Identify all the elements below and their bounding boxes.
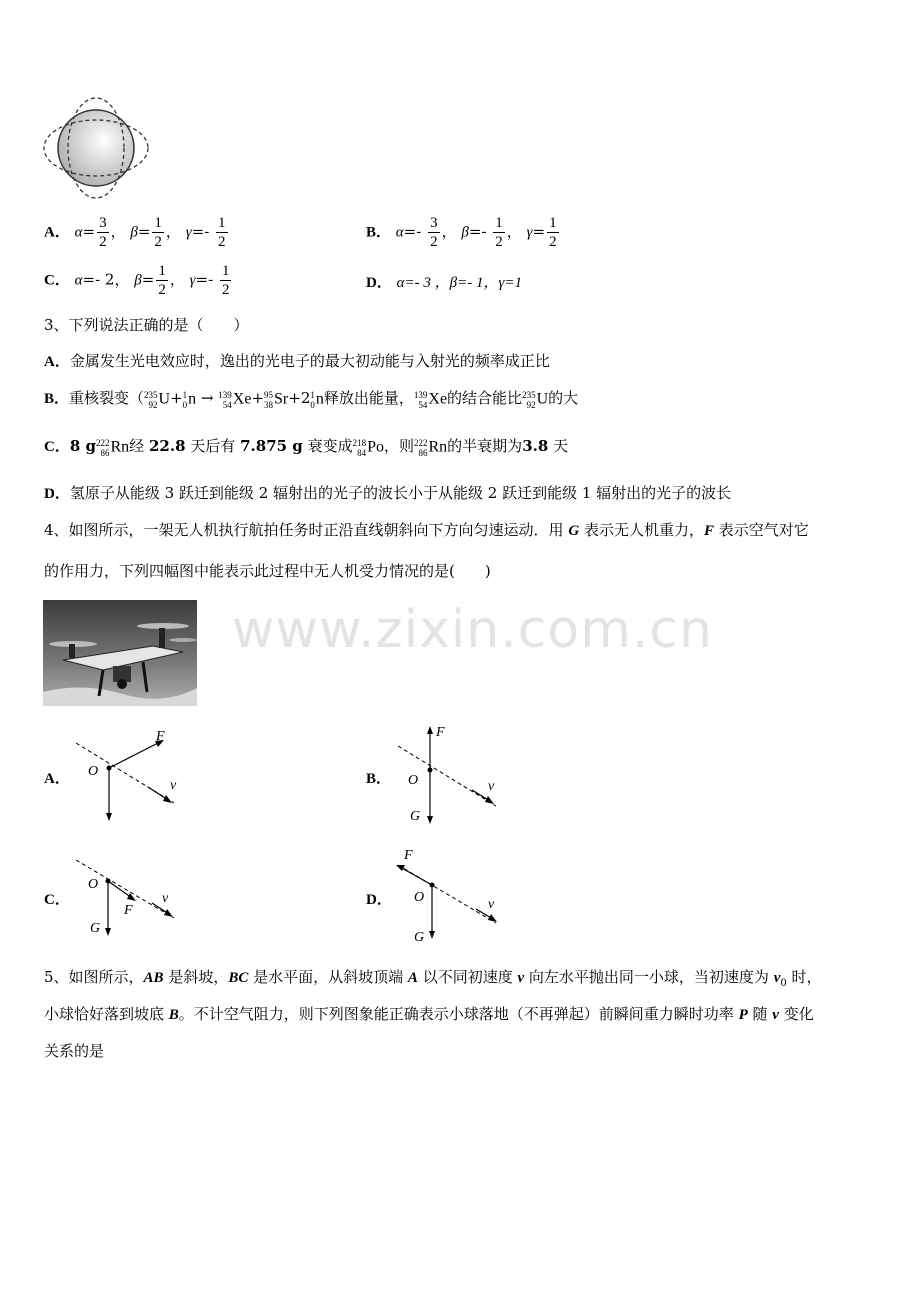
q4-diagram-d xyxy=(390,843,510,947)
q4-option-c-label: C． xyxy=(44,892,70,908)
q4-diagram-c xyxy=(68,850,188,946)
q5-stem-line1: 5、如图所示，AB 是斜坡，BC 是水平面，从斜坡顶端 A 以不同初速度 v 向左水平抛出同一小球，当初速度为 $v_0$ 时， xyxy=(44,968,822,989)
watermark: www.zixin.com.cn xyxy=(232,600,713,660)
svg-text:G: G xyxy=(414,930,425,945)
fraction: $\frac{3}{2}$ xyxy=(99,215,107,250)
sphere xyxy=(58,110,134,186)
q5-stem-line2: 小球恰好落到坡底 B。不计空气阻力，则下列图象能正确表示小球落地（不再弹起）前瞬间重力瞬时功率 P 随 v 变化 xyxy=(44,1005,814,1023)
sphere-figure xyxy=(40,94,154,202)
svg-text:G: G xyxy=(90,921,101,936)
svg-text:F: F xyxy=(404,848,413,863)
q2-option-a: A． α= $\frac{3}{2}$ ， β= $\frac{1}{2}$ ， γ=- $\frac{1}{2}$ xyxy=(44,215,226,250)
q3-option-d: D．氢原子从能级 3 跃迁到能级 2 辐射出的光子的波长小于从能级 2 跃迁到能级 1 辐射出的光子的波长 xyxy=(44,484,732,502)
q4-option-b-label: B． xyxy=(366,771,392,787)
fraction: $\frac{1}{2}$ xyxy=(154,215,162,250)
q4-option-d-label: D． xyxy=(366,892,392,908)
svg-text:v: v xyxy=(170,778,177,793)
svg-text:v: v xyxy=(488,897,495,912)
drone-photo xyxy=(43,600,197,706)
q3-option-b: B．重核裂变（ 235 92 U+ 1 0 n → 139 54 Xe+ 95 38 Sr+2 1 0 n释放出能量， 139 54 Xe的结合能比 235 92 U的大 xyxy=(44,389,579,410)
q4-stem-line1: 4、如图所示，一架无人机执行航拍任务时正沿直线朝斜向下方向匀速运动．用 G 表示无人机重力，F 表示空气对它 xyxy=(44,521,809,539)
svg-text:O: O xyxy=(414,890,425,905)
q4-stem-line2: 的作用力，下列四幅图中能表示此过程中无人机受力情况的是( ) xyxy=(44,562,491,580)
svg-text:F: F xyxy=(436,725,445,740)
svg-text:F: F xyxy=(156,729,165,744)
q2-option-b: B． α=- $\frac{3}{2}$ ， β=- $\frac{1}{2}$ ， γ= $\frac{1}{2}$ xyxy=(366,215,557,250)
q2-option-d: D． α=- 3 ，β=- 1，γ=1 xyxy=(366,275,522,291)
svg-text:v: v xyxy=(162,891,169,906)
q5-stem-line3: 关系的是 xyxy=(44,1042,105,1060)
svg-text:G: G xyxy=(410,809,421,824)
svg-text:O: O xyxy=(408,773,419,788)
q3-option-c: C．8 g 222 86 Rn经 22.8 天后有 7.875 g 衰变成 218 84 Po，则 222 86 Rn的半衰期为3.8 天 xyxy=(44,437,569,458)
q4-diagram-a xyxy=(68,725,188,825)
q4-option-a-label: A． xyxy=(44,771,70,787)
svg-text:v: v xyxy=(488,779,495,794)
q2-option-c: C． α=- 2， β= $\frac{1}{2}$ ， γ=- $\frac{1}{2}$ xyxy=(44,263,230,298)
svg-text:F: F xyxy=(124,903,133,918)
svg-text:O: O xyxy=(88,877,99,892)
q4-diagram-b xyxy=(390,722,510,832)
q3-option-a: A．金属发生光电效应时，逸出的光电子的最大初动能与入射光的频率成正比 xyxy=(44,352,550,370)
svg-text:O: O xyxy=(88,764,99,779)
fraction: $\frac{1}{2}$ xyxy=(218,215,226,250)
q3-stem: 3、下列说法正确的是（ ） xyxy=(44,316,249,334)
